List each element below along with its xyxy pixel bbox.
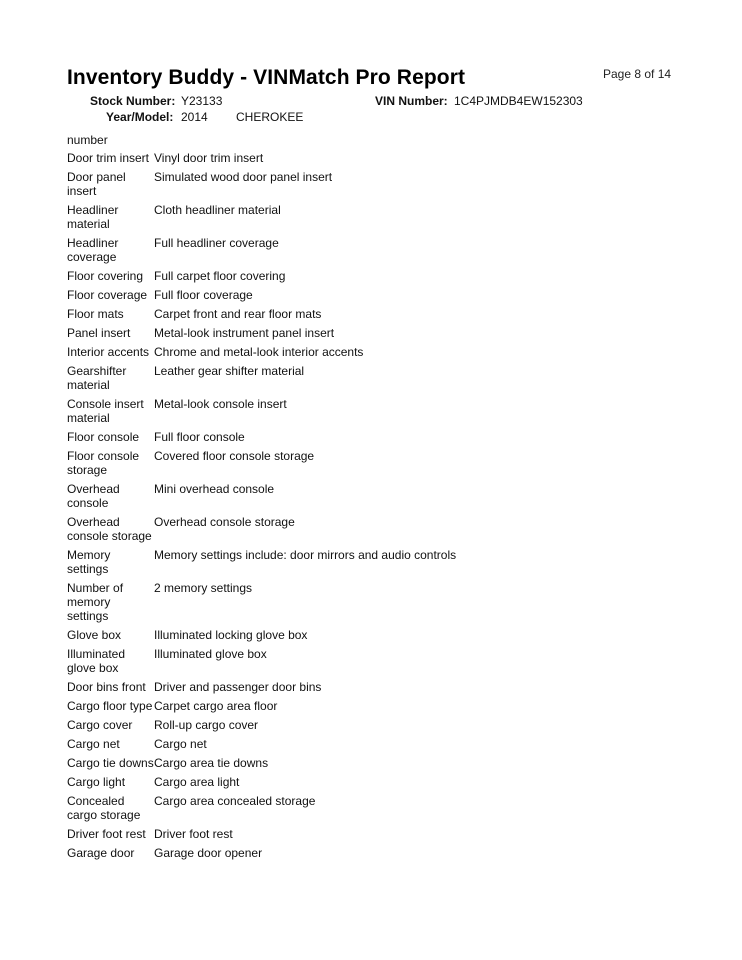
spec-name: Interior accents <box>67 345 150 359</box>
spec-row <box>67 203 667 231</box>
stock-number-value: Y23133 <box>181 94 223 108</box>
spec-description: Roll-up cargo cover <box>154 718 259 732</box>
spec-name: Panel insert <box>67 326 131 340</box>
spec-name: Overhead console <box>67 482 120 510</box>
spec-row <box>67 756 667 770</box>
spec-name: Floor mats <box>67 307 124 321</box>
spec-row <box>67 827 667 841</box>
spec-description: Mini overhead console <box>154 482 275 496</box>
spec-description: Cargo area light <box>154 775 240 789</box>
vin-value: 1C4PJMDB4EW152303 <box>454 94 583 108</box>
spec-name: Cargo tie downs <box>67 756 154 770</box>
spec-description: Cargo area concealed storage <box>154 794 316 808</box>
spec-description: Leather gear shifter material <box>154 364 305 378</box>
spec-description: Metal-look console insert <box>154 397 287 411</box>
spec-row <box>67 846 667 860</box>
spec-description: Carpet cargo area floor <box>154 699 278 713</box>
spec-description: Memory settings include: door mirrors and audio controls <box>154 548 457 562</box>
spec-row <box>67 699 667 713</box>
spec-row <box>67 515 667 543</box>
spec-description: Full carpet floor covering <box>154 269 286 283</box>
spec-row <box>67 628 667 642</box>
continued-text: number <box>67 133 108 147</box>
spec-row <box>67 548 667 576</box>
spec-row <box>67 288 667 302</box>
spec-row <box>67 647 667 675</box>
spec-description: Driver and passenger door bins <box>154 680 322 694</box>
spec-name: Door trim insert <box>67 151 150 165</box>
spec-name: Glove box <box>67 628 122 642</box>
spec-description: Cloth headliner material <box>154 203 281 217</box>
spec-name: Cargo net <box>67 737 120 751</box>
spec-description: Overhead console storage <box>154 515 295 529</box>
spec-name: Floor console <box>67 430 140 444</box>
spec-row <box>67 151 667 165</box>
spec-name: Floor console storage <box>67 449 140 477</box>
spec-row <box>67 307 667 321</box>
spec-row <box>67 581 667 623</box>
spec-description: Driver foot rest <box>154 827 233 841</box>
spec-description: Garage door opener <box>154 846 263 860</box>
spec-name: Number of memory settings <box>67 581 124 623</box>
spec-description: Simulated wood door panel insert <box>154 170 333 184</box>
spec-description: Illuminated locking glove box <box>154 628 308 642</box>
spec-name: Cargo floor type <box>67 699 153 713</box>
spec-name: Driver foot rest <box>67 827 146 841</box>
spec-description: Full floor console <box>154 430 245 444</box>
stock-number-label: Stock Number: <box>90 94 176 108</box>
spec-name: Floor coverage <box>67 288 148 302</box>
spec-row <box>67 326 667 340</box>
spec-description: Chrome and metal-look interior accents <box>154 345 364 359</box>
spec-row <box>67 680 667 694</box>
spec-row <box>67 170 667 198</box>
spec-description: Cargo area tie downs <box>154 756 269 770</box>
spec-description: Illuminated glove box <box>154 647 267 661</box>
spec-name: Door bins front <box>67 680 146 694</box>
spec-row <box>67 364 667 392</box>
spec-row <box>67 482 667 510</box>
spec-row <box>67 345 667 359</box>
spec-description: 2 memory settings <box>154 581 253 595</box>
spec-description: Full floor coverage <box>154 288 253 302</box>
spec-row <box>67 794 667 822</box>
report-title: Inventory Buddy - VINMatch Pro Report <box>67 66 466 89</box>
spec-description: Carpet front and rear floor mats <box>154 307 322 321</box>
spec-description: Vinyl door trim insert <box>154 151 264 165</box>
spec-name: Headliner material <box>67 203 119 231</box>
spec-name: Gearshifter material <box>67 364 127 392</box>
spec-name: Concealed cargo storage <box>67 794 141 822</box>
year-value: 2014 <box>181 110 208 124</box>
spec-description: Covered floor console storage <box>154 449 315 463</box>
spec-name: Memory settings <box>67 548 111 576</box>
spec-name: Garage door <box>67 846 135 860</box>
spec-name: Headliner coverage <box>67 236 119 264</box>
spec-name: Cargo light <box>67 775 126 789</box>
spec-description: Full headliner coverage <box>154 236 279 250</box>
spec-row <box>67 236 667 264</box>
spec-description: Metal-look instrument panel insert <box>154 326 335 340</box>
spec-name: Console insert material <box>67 397 144 425</box>
model-value: CHEROKEE <box>236 110 304 124</box>
spec-row <box>67 430 667 444</box>
spec-row <box>67 269 667 283</box>
spec-name: Cargo cover <box>67 718 133 732</box>
spec-name: Overhead console storage <box>67 515 152 543</box>
spec-row <box>67 737 667 751</box>
spec-description: Cargo net <box>154 737 207 751</box>
spec-name: Illuminated glove box <box>67 647 126 675</box>
page-number: Page 8 of 14 <box>603 67 672 81</box>
spec-row <box>67 449 667 477</box>
spec-list <box>67 151 667 865</box>
spec-row <box>67 718 667 732</box>
year-model-label: Year/Model: <box>106 110 174 124</box>
spec-name: Floor covering <box>67 269 144 283</box>
spec-row <box>67 397 667 425</box>
spec-row <box>67 775 667 789</box>
vin-label: VIN Number: <box>375 94 448 108</box>
spec-name: Door panel insert <box>67 170 126 198</box>
